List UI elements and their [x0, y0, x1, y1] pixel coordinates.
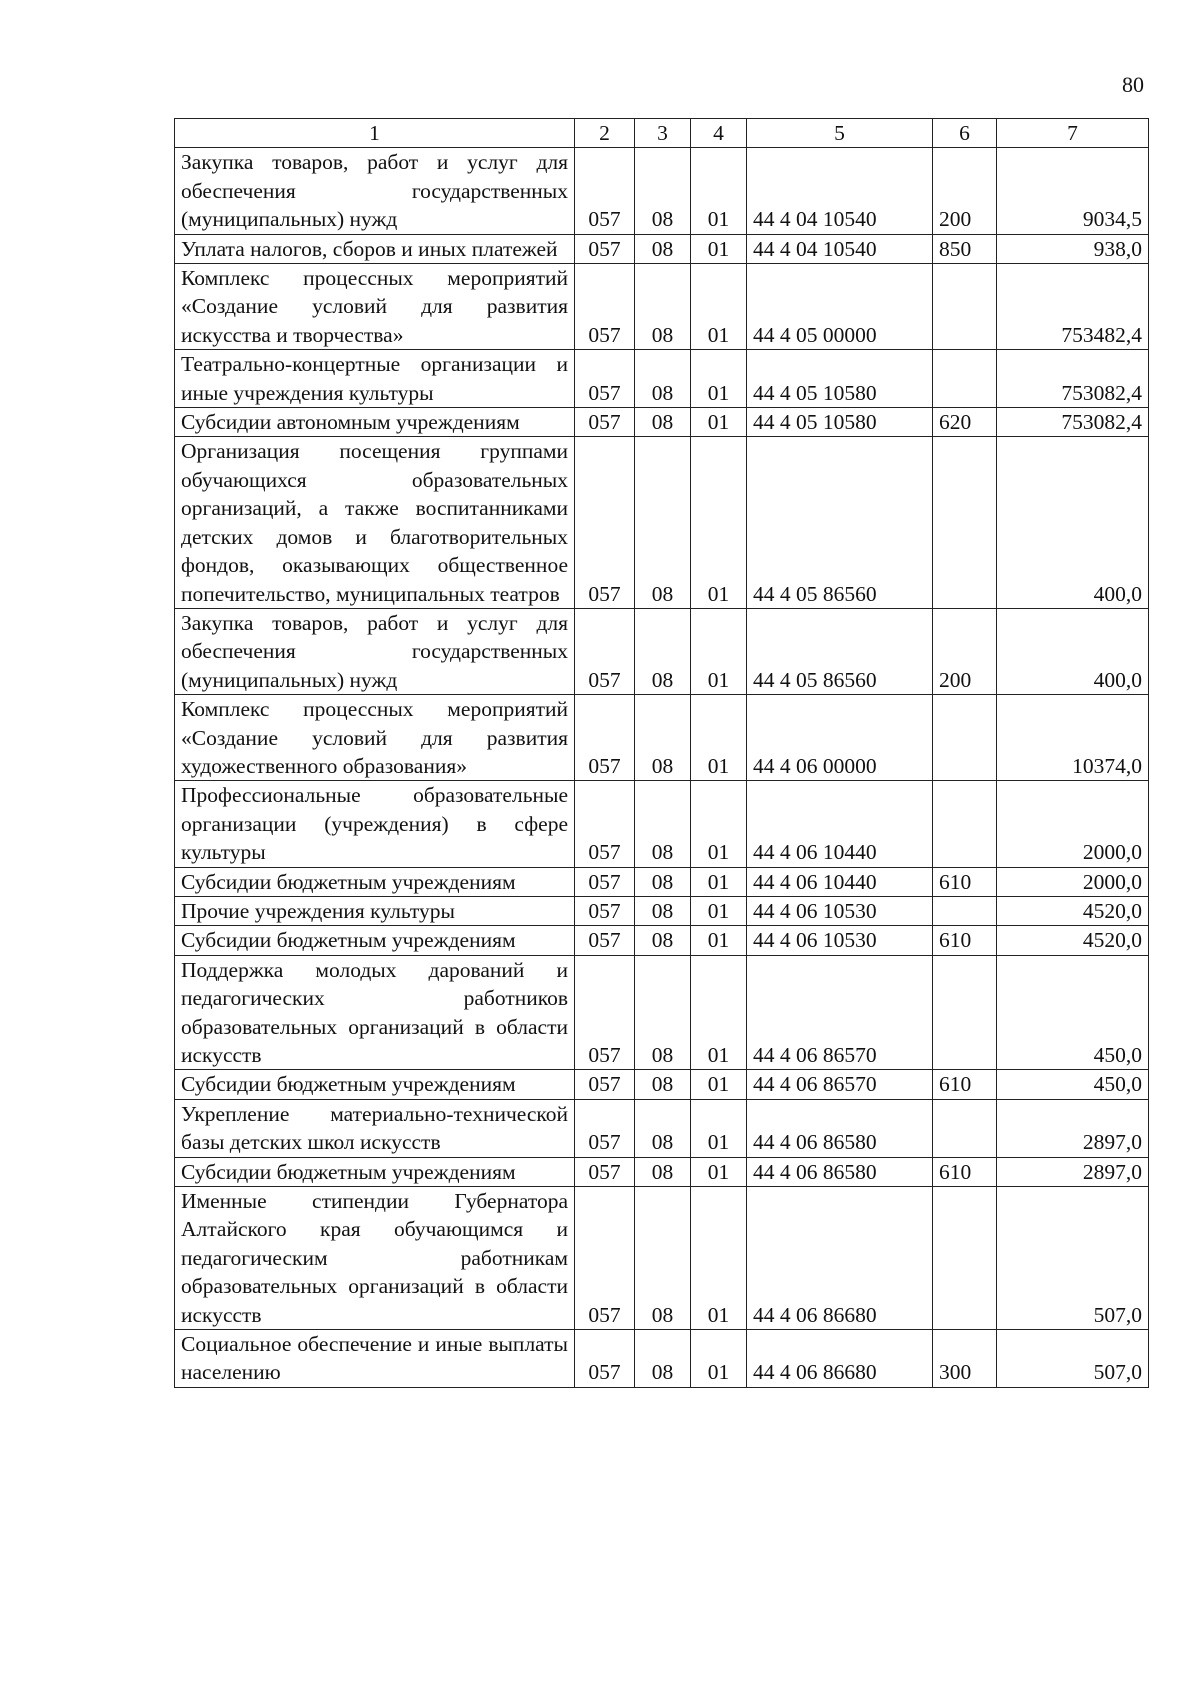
- expense-type-cell: [933, 955, 997, 1070]
- expense-type-cell: 610: [933, 1070, 997, 1099]
- target-article-cell: 44 4 05 86560: [747, 437, 933, 608]
- amount-cell: 10374,0: [997, 695, 1149, 781]
- section-code-cell: 08: [635, 437, 691, 608]
- section-code-cell: 08: [635, 350, 691, 408]
- column-number-2: 2: [575, 119, 635, 148]
- section-code-cell: 08: [635, 408, 691, 437]
- amount-cell: 938,0: [997, 234, 1149, 263]
- section-code-cell: 08: [635, 608, 691, 694]
- table-row: [175, 955, 1149, 1070]
- admin-code-cell: 057: [575, 148, 635, 234]
- expense-type-cell: 200: [933, 148, 997, 234]
- table-row: [175, 695, 1149, 781]
- subsection-code-cell: 01: [691, 1187, 747, 1330]
- column-number-5: 5: [747, 119, 933, 148]
- table-row: [175, 896, 1149, 925]
- expense-type-cell: 300: [933, 1330, 997, 1388]
- amount-cell: 450,0: [997, 1070, 1149, 1099]
- admin-code-cell: 057: [575, 781, 635, 867]
- row-name-cell: Закупка товаров, работ и услуг для обеспечения государственных (муниципальных) нужд: [175, 608, 575, 694]
- table-row: [175, 781, 1149, 867]
- section-code-cell: 08: [635, 926, 691, 955]
- target-article-cell: 44 4 05 10580: [747, 408, 933, 437]
- row-name-cell: Именные стипендии Губернатора Алтайского края обучающимся и педагогическим работникам образовательных организаций в области искусств: [175, 1187, 575, 1330]
- admin-code-cell: 057: [575, 1070, 635, 1099]
- section-code-cell: 08: [635, 955, 691, 1070]
- subsection-code-cell: 01: [691, 781, 747, 867]
- subsection-code-cell: 01: [691, 1099, 747, 1157]
- table-row: [175, 1070, 1149, 1099]
- amount-cell: 753082,4: [997, 350, 1149, 408]
- table-row: [175, 1099, 1149, 1157]
- row-name-cell: Поддержка молодых дарований и педагогических работников образовательных организаций в области искусств: [175, 955, 575, 1070]
- section-code-cell: 08: [635, 1070, 691, 1099]
- admin-code-cell: 057: [575, 437, 635, 608]
- expense-type-cell: 620: [933, 408, 997, 437]
- amount-cell: 2897,0: [997, 1099, 1149, 1157]
- admin-code-cell: 057: [575, 1187, 635, 1330]
- expense-type-cell: 200: [933, 608, 997, 694]
- expense-type-cell: [933, 350, 997, 408]
- admin-code-cell: 057: [575, 1099, 635, 1157]
- target-article-cell: 44 4 06 10530: [747, 896, 933, 925]
- expense-type-cell: [933, 437, 997, 608]
- column-number-1: 1: [175, 119, 575, 148]
- row-name-cell: Комплекс процессных мероприятий «Создание условий для развития искусства и творчества»: [175, 264, 575, 350]
- section-code-cell: 08: [635, 1187, 691, 1330]
- target-article-cell: 44 4 04 10540: [747, 234, 933, 263]
- target-article-cell: 44 4 06 10530: [747, 926, 933, 955]
- row-name-cell: Укрепление материально-технической базы детских школ искусств: [175, 1099, 575, 1157]
- amount-cell: 4520,0: [997, 896, 1149, 925]
- amount-cell: 753082,4: [997, 408, 1149, 437]
- row-name-cell: Закупка товаров, работ и услуг для обеспечения государственных (муниципальных) нужд: [175, 148, 575, 234]
- amount-cell: 400,0: [997, 608, 1149, 694]
- admin-code-cell: 057: [575, 955, 635, 1070]
- table-row: [175, 1157, 1149, 1186]
- section-code-cell: 08: [635, 695, 691, 781]
- header-row: [175, 119, 1149, 148]
- amount-cell: 400,0: [997, 437, 1149, 608]
- table-row: [175, 1187, 1149, 1330]
- table-body: [175, 148, 1149, 1387]
- page-number: 80: [1122, 72, 1144, 97]
- section-code-cell: 08: [635, 867, 691, 896]
- target-article-cell: 44 4 06 10440: [747, 781, 933, 867]
- target-article-cell: 44 4 06 10440: [747, 867, 933, 896]
- expense-type-cell: [933, 896, 997, 925]
- subsection-code-cell: 01: [691, 926, 747, 955]
- subsection-code-cell: 01: [691, 896, 747, 925]
- target-article-cell: 44 4 06 86580: [747, 1157, 933, 1186]
- amount-cell: 507,0: [997, 1187, 1149, 1330]
- table-row: [175, 408, 1149, 437]
- section-code-cell: 08: [635, 1099, 691, 1157]
- admin-code-cell: 057: [575, 408, 635, 437]
- row-name-cell: Профессиональные образовательные организации (учреждения) в сфере культуры: [175, 781, 575, 867]
- row-name-cell: Уплата налогов, сборов и иных платежей: [175, 234, 575, 263]
- row-name-cell: Субсидии бюджетным учреждениям: [175, 1070, 575, 1099]
- target-article-cell: 44 4 06 86680: [747, 1187, 933, 1330]
- expense-type-cell: 610: [933, 926, 997, 955]
- subsection-code-cell: 01: [691, 608, 747, 694]
- table-row: [175, 1330, 1149, 1388]
- budget-table: [174, 118, 1149, 1388]
- target-article-cell: 44 4 06 86680: [747, 1330, 933, 1388]
- admin-code-cell: 057: [575, 867, 635, 896]
- row-name-cell: Социальное обеспечение и иные выплаты населению: [175, 1330, 575, 1388]
- section-code-cell: 08: [635, 781, 691, 867]
- admin-code-cell: 057: [575, 234, 635, 263]
- target-article-cell: 44 4 04 10540: [747, 148, 933, 234]
- column-number-3: 3: [635, 119, 691, 148]
- target-article-cell: 44 4 06 00000: [747, 695, 933, 781]
- table-row: [175, 234, 1149, 263]
- subsection-code-cell: 01: [691, 695, 747, 781]
- column-number-6: 6: [933, 119, 997, 148]
- row-name-cell: Субсидии бюджетным учреждениям: [175, 867, 575, 896]
- expense-type-cell: 610: [933, 1157, 997, 1186]
- column-number-7: 7: [997, 119, 1149, 148]
- table-header: [175, 119, 1149, 148]
- subsection-code-cell: 01: [691, 148, 747, 234]
- table-row: [175, 148, 1149, 234]
- expense-type-cell: [933, 264, 997, 350]
- expense-type-cell: [933, 781, 997, 867]
- expense-type-cell: 610: [933, 867, 997, 896]
- row-name-cell: Прочие учреждения культуры: [175, 896, 575, 925]
- admin-code-cell: 057: [575, 1330, 635, 1388]
- admin-code-cell: 057: [575, 264, 635, 350]
- admin-code-cell: 057: [575, 350, 635, 408]
- target-article-cell: 44 4 06 86570: [747, 955, 933, 1070]
- subsection-code-cell: 01: [691, 867, 747, 896]
- subsection-code-cell: 01: [691, 264, 747, 350]
- table-row: [175, 437, 1149, 608]
- admin-code-cell: 057: [575, 896, 635, 925]
- amount-cell: 2897,0: [997, 1157, 1149, 1186]
- subsection-code-cell: 01: [691, 1070, 747, 1099]
- admin-code-cell: 057: [575, 926, 635, 955]
- table-row: [175, 926, 1149, 955]
- section-code-cell: 08: [635, 234, 691, 263]
- amount-cell: 507,0: [997, 1330, 1149, 1388]
- admin-code-cell: 057: [575, 1157, 635, 1186]
- amount-cell: 2000,0: [997, 781, 1149, 867]
- section-code-cell: 08: [635, 1330, 691, 1388]
- row-name-cell: Комплекс процессных мероприятий «Создание условий для развития художественного образования»: [175, 695, 575, 781]
- target-article-cell: 44 4 05 00000: [747, 264, 933, 350]
- target-article-cell: 44 4 05 10580: [747, 350, 933, 408]
- admin-code-cell: 057: [575, 608, 635, 694]
- column-number-4: 4: [691, 119, 747, 148]
- row-name-cell: Субсидии автономным учреждениям: [175, 408, 575, 437]
- subsection-code-cell: 01: [691, 1157, 747, 1186]
- table-row: [175, 608, 1149, 694]
- target-article-cell: 44 4 05 86560: [747, 608, 933, 694]
- section-code-cell: 08: [635, 1157, 691, 1186]
- subsection-code-cell: 01: [691, 350, 747, 408]
- table-row: [175, 264, 1149, 350]
- amount-cell: 450,0: [997, 955, 1149, 1070]
- amount-cell: 2000,0: [997, 867, 1149, 896]
- section-code-cell: 08: [635, 896, 691, 925]
- section-code-cell: 08: [635, 264, 691, 350]
- expense-type-cell: [933, 1099, 997, 1157]
- expense-type-cell: 850: [933, 234, 997, 263]
- section-code-cell: 08: [635, 148, 691, 234]
- amount-cell: 4520,0: [997, 926, 1149, 955]
- table-row: [175, 350, 1149, 408]
- subsection-code-cell: 01: [691, 437, 747, 608]
- table-row: [175, 867, 1149, 896]
- subsection-code-cell: 01: [691, 1330, 747, 1388]
- expense-type-cell: [933, 1187, 997, 1330]
- row-name-cell: Театрально-концертные организации и иные учреждения культуры: [175, 350, 575, 408]
- amount-cell: 9034,5: [997, 148, 1149, 234]
- row-name-cell: Организация посещения группами обучающихся образовательных организаций, а также воспитанниками детских домов и благотворительных фондов, оказывающих общественное попечительство, муниципальных театров: [175, 437, 575, 608]
- admin-code-cell: 057: [575, 695, 635, 781]
- target-article-cell: 44 4 06 86570: [747, 1070, 933, 1099]
- subsection-code-cell: 01: [691, 408, 747, 437]
- target-article-cell: 44 4 06 86580: [747, 1099, 933, 1157]
- row-name-cell: Субсидии бюджетным учреждениям: [175, 926, 575, 955]
- subsection-code-cell: 01: [691, 234, 747, 263]
- expense-type-cell: [933, 695, 997, 781]
- amount-cell: 753482,4: [997, 264, 1149, 350]
- row-name-cell: Субсидии бюджетным учреждениям: [175, 1157, 575, 1186]
- subsection-code-cell: 01: [691, 955, 747, 1070]
